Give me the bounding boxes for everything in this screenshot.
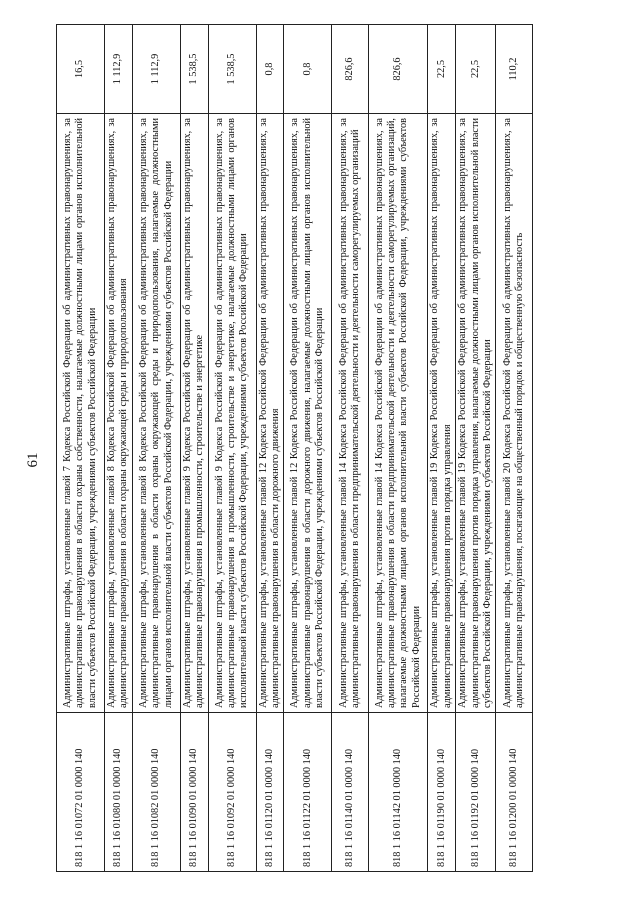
amount-cell: 826,6 bbox=[369, 25, 428, 114]
description-cell: Административные штрафы, установленные главой 14 Кодекса Российской Федерации об административных правонарушениях, за административные правонарушения в области предпринимательской деятельности и деятельности саморегулируемых организаций, налагаемые должностными лицами органов исполнительной власти субъектов Российской Федерации, учреждениями субъектов Российской Федерации bbox=[369, 114, 428, 713]
table-row bbox=[496, 25, 533, 872]
description-cell: Административные штрафы, установленные главой 7 Кодекса Российской Федерации об административных правонарушениях, за административные правонарушения в области охраны собственности, налагаемые должностными лицами органов исполнительной власти субъектов Российской Федерации, учреждениями субъектов Российской Федерации bbox=[57, 114, 105, 713]
budget-code-cell: 818 1 16 01122 01 0000 140 bbox=[284, 713, 332, 872]
amount-cell: 16,5 bbox=[57, 25, 105, 114]
description-cell: Административные штрафы, установленные главой 12 Кодекса Российской Федерации об административных правонарушениях, за административные правонарушения в области дорожного движения, налагаемые должностными лицами органов исполнительной власти субъектов Российской Федерации, учреждениями субъектов Российской Федерации bbox=[284, 114, 332, 713]
amount-cell: 1 112,9 bbox=[105, 25, 133, 114]
description-cell: Административные штрафы, установленные главой 19 Кодекса Российской Федерации об административных правонарушениях, за административные правонарушения против порядка управления bbox=[428, 114, 456, 713]
table-row bbox=[284, 25, 332, 872]
description-cell: Административные штрафы, установленные главой 12 Кодекса Российской Федерации об административных правонарушениях, за административные правонарушения в области дорожного движения bbox=[256, 114, 284, 713]
budget-code-cell: 818 1 16 01072 01 0000 140 bbox=[57, 713, 105, 872]
amount-cell: 826,6 bbox=[332, 25, 369, 114]
budget-code-cell: 818 1 16 01120 01 0000 140 bbox=[256, 713, 284, 872]
budget-code-cell: 818 1 16 01142 01 0000 140 bbox=[369, 713, 428, 872]
revenue-codes-table bbox=[56, 24, 533, 872]
table-row bbox=[369, 25, 428, 872]
description-cell: Административные штрафы, установленные главой 9 Кодекса Российской Федерации об административных правонарушениях, за административные правонарушения в промышленности, строительстве и энергетике, налагаемые должностными лицами органов исполнительной власти субъектов Российской Федерации, учреждениями субъектов Российской Федерации bbox=[208, 114, 256, 713]
amount-cell: 1 538,5 bbox=[208, 25, 256, 114]
budget-code-cell: 818 1 16 01090 01 0000 140 bbox=[180, 713, 208, 872]
budget-code-cell: 818 1 16 01190 01 0000 140 bbox=[428, 713, 456, 872]
budget-code-cell: 818 1 16 01140 01 0000 140 bbox=[332, 713, 369, 872]
amount-cell: 22,5 bbox=[428, 25, 456, 114]
description-cell: Административные штрафы, установленные главой 14 Кодекса Российской Федерации об административных правонарушениях, за административные правонарушения в области предпринимательской деятельности и деятельности саморегулируемых организаций bbox=[332, 114, 369, 713]
amount-cell: 0,8 bbox=[256, 25, 284, 114]
table-row bbox=[256, 25, 284, 872]
table-row bbox=[105, 25, 133, 872]
description-cell: Административные штрафы, установленные главой 19 Кодекса Российской Федерации об административных правонарушениях, за административные правонарушения против порядка управления, налагаемые должностными лицами органов исполнительной власти субъектов Российской Федерации, учреждениями субъектов Российской Федерации bbox=[456, 114, 496, 713]
amount-cell: 22,5 bbox=[456, 25, 496, 114]
budget-code-cell: 818 1 16 01080 01 0000 140 bbox=[105, 713, 133, 872]
table-row bbox=[208, 25, 256, 872]
amount-cell: 1 538,5 bbox=[180, 25, 208, 114]
description-cell: Административные штрафы, установленные главой 8 Кодекса Российской Федерации об административных правонарушениях, за административные правонарушения в области охраны окружающей среды и природопользования, налагаемые должностными лицами органов исполнительной власти субъектов Российской Федерации, учреждениями субъектов Российской Федерации bbox=[132, 114, 180, 713]
budget-code-cell: 818 1 16 01092 01 0000 140 bbox=[208, 713, 256, 872]
page-number: 61 bbox=[25, 452, 41, 468]
description-cell: Административные штрафы, установленные главой 8 Кодекса Российской Федерации об административных правонарушениях, за административные правонарушения в области охраны окружающей среды и природопользования bbox=[105, 114, 133, 713]
table-row bbox=[456, 25, 496, 872]
description-cell: Административные штрафы, установленные главой 9 Кодекса Российской Федерации об административных правонарушениях, за административные правонарушения в промышленности, строительстве и энергетике bbox=[180, 114, 208, 713]
amount-cell: 0,8 bbox=[284, 25, 332, 114]
table-row bbox=[332, 25, 369, 872]
budget-code-cell: 818 1 16 01200 01 0000 140 bbox=[496, 713, 533, 872]
budget-code-cell: 818 1 16 01192 01 0000 140 bbox=[456, 713, 496, 872]
rotated-content bbox=[20, 40, 610, 880]
table-body bbox=[57, 25, 533, 872]
amount-cell: 110,2 bbox=[496, 25, 533, 114]
table-row bbox=[132, 25, 180, 872]
table-row bbox=[57, 25, 105, 872]
table-row bbox=[180, 25, 208, 872]
amount-cell: 1 112,9 bbox=[132, 25, 180, 114]
description-cell: Административные штрафы, установленные главой 20 Кодекса Российской Федерации об административных правонарушениях, за административные правонарушения, посягающие на общественный порядок и общественную безопасность bbox=[496, 114, 533, 713]
budget-code-cell: 818 1 16 01082 01 0000 140 bbox=[132, 713, 180, 872]
table-row bbox=[428, 25, 456, 872]
